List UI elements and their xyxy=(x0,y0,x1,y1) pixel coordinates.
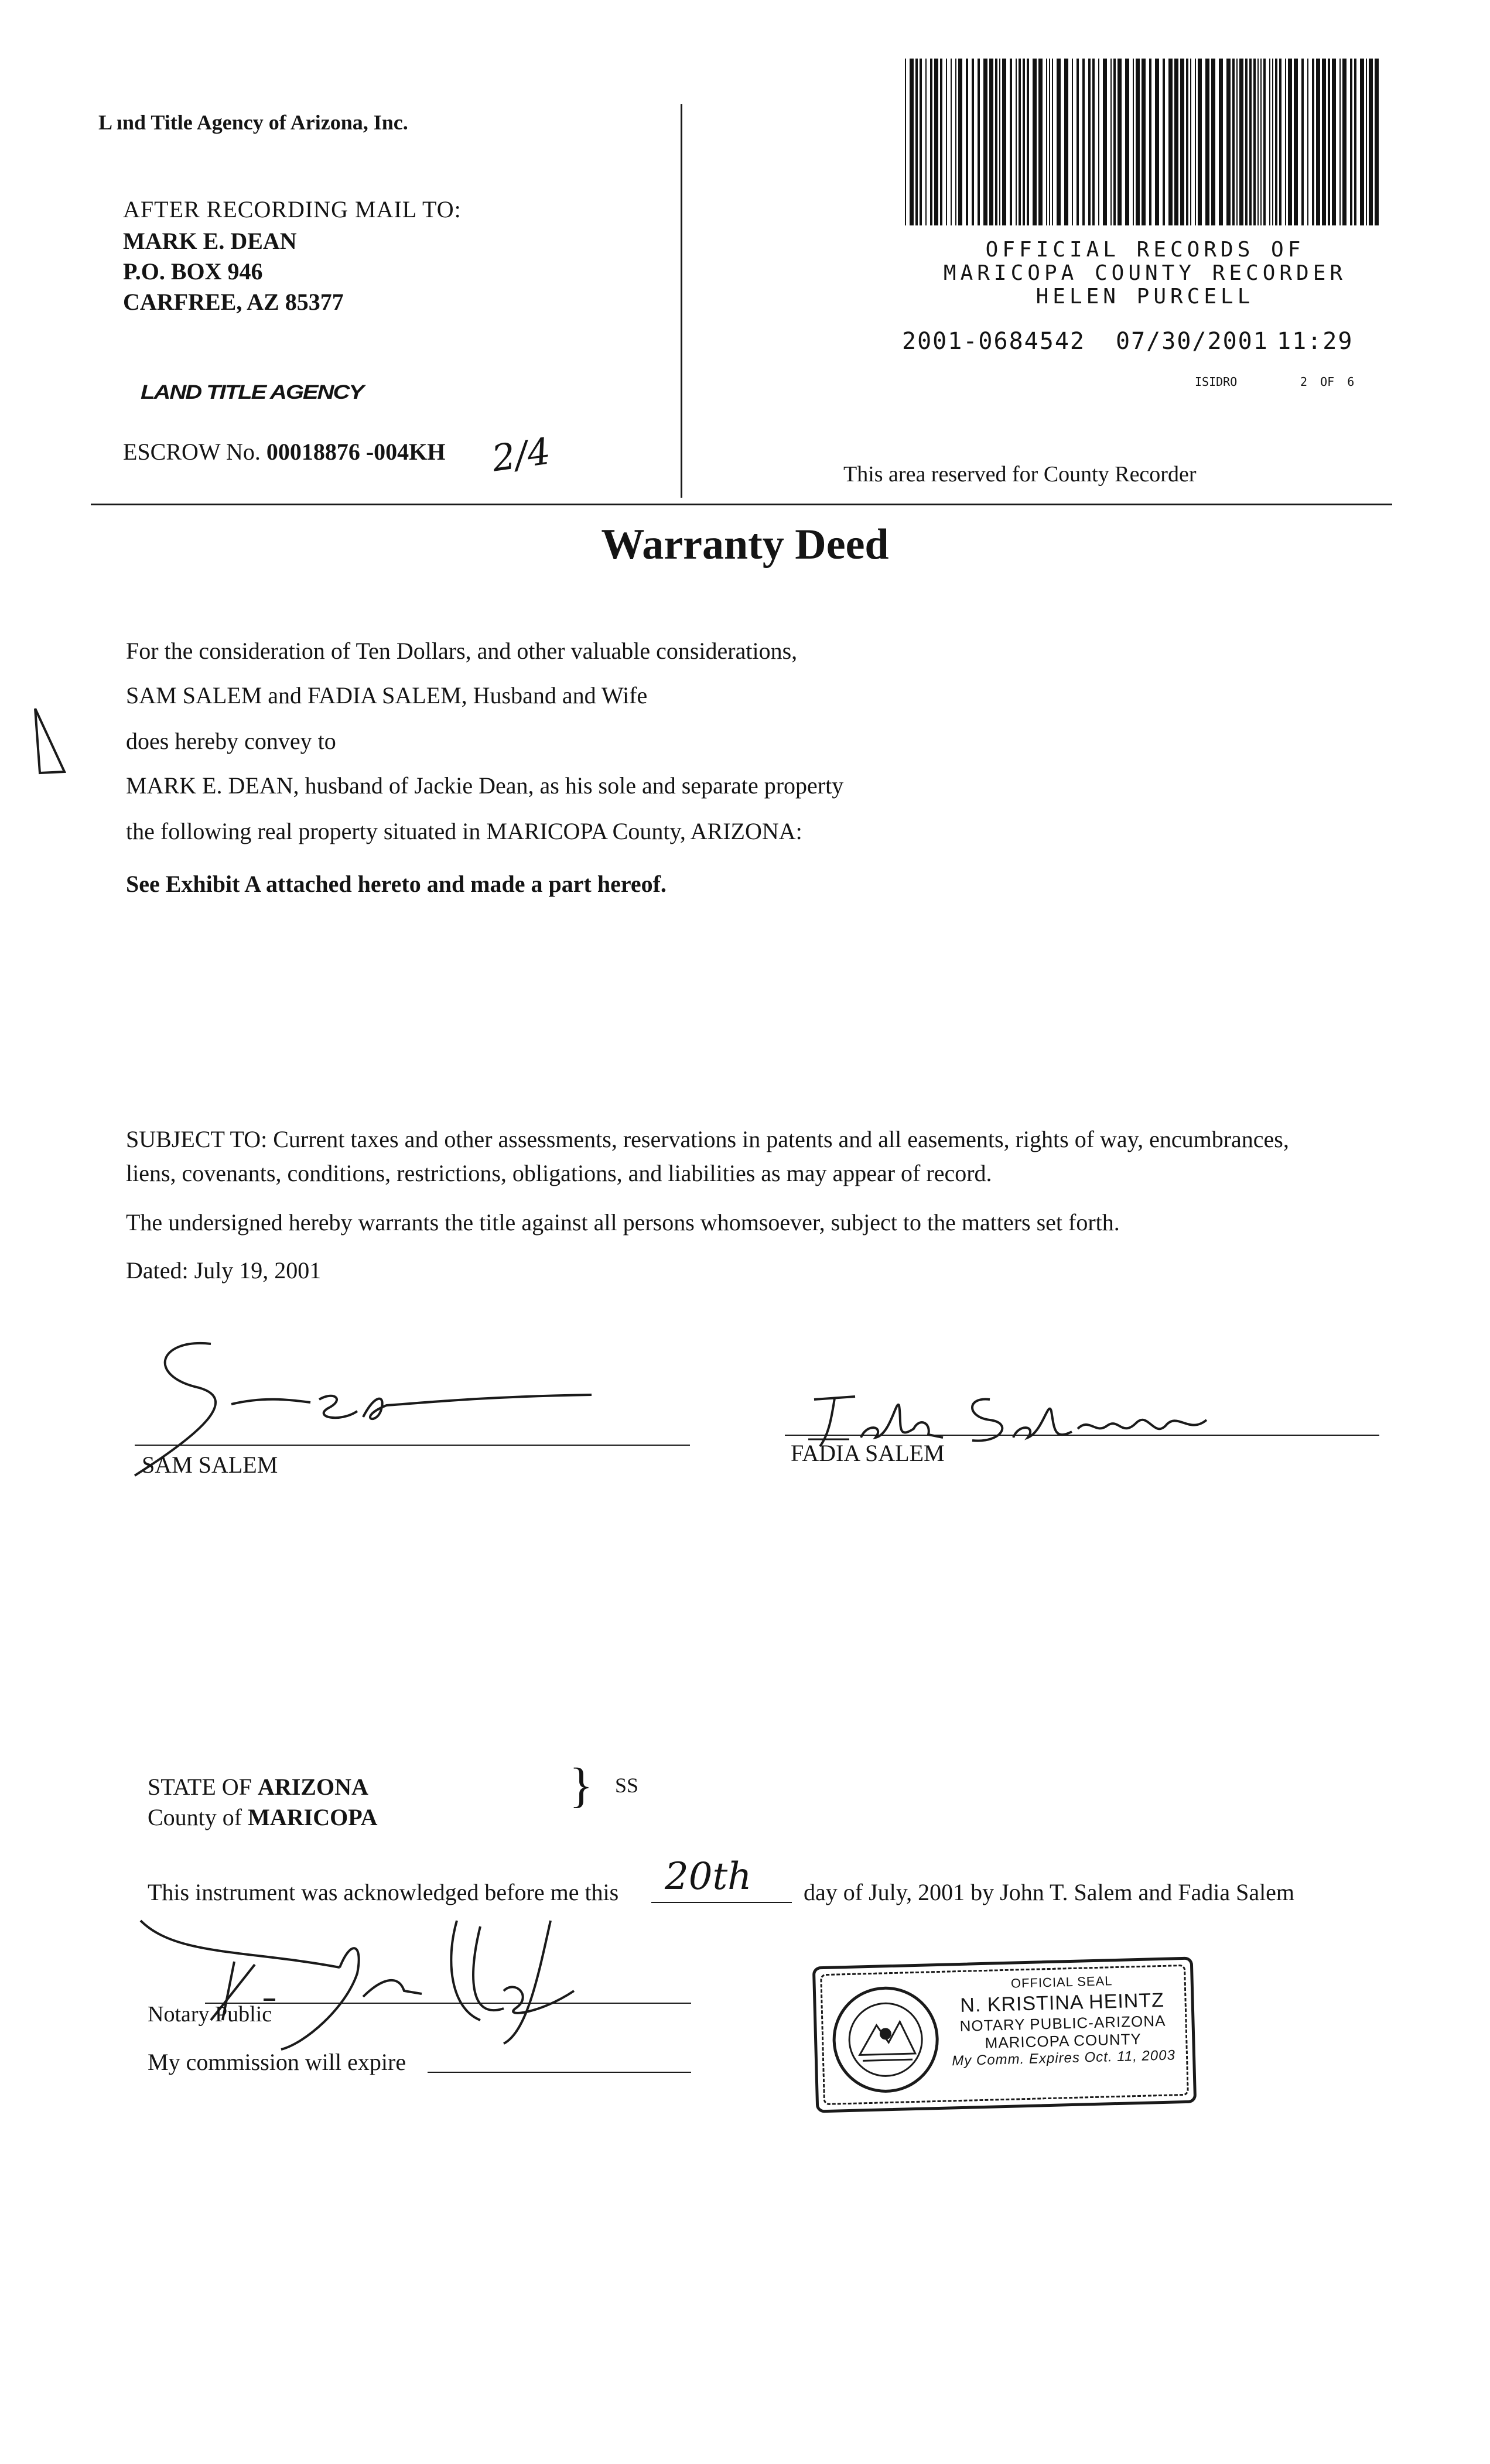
barcode-bar xyxy=(1125,59,1129,225)
barcode-bar xyxy=(905,59,906,225)
venue-county-label: County of xyxy=(148,1804,242,1830)
ack-day-line xyxy=(651,1902,792,1903)
mail-to-line-3: CARFREE, AZ 85377 xyxy=(123,289,344,315)
barcode-bar xyxy=(1186,59,1188,225)
barcode-bar xyxy=(978,59,980,225)
barcode-bar xyxy=(1232,59,1235,225)
barcode-bar xyxy=(983,59,987,225)
deed-convey: does hereby convey to xyxy=(126,728,336,754)
escrow-number: 00018876 -004KH xyxy=(266,439,446,465)
barcode-bar xyxy=(1195,59,1196,225)
barcode-bar xyxy=(1360,59,1364,225)
barcode-bar xyxy=(1205,59,1209,225)
venue-brace: } xyxy=(569,1758,593,1813)
barcode-bar xyxy=(1136,59,1140,225)
barcode-bar xyxy=(1263,59,1266,225)
barcode-bar xyxy=(1249,59,1252,225)
barcode-bar xyxy=(1285,59,1286,225)
barcode-bar xyxy=(946,59,947,225)
recorder-clerk: ISIDRO xyxy=(1195,375,1238,389)
barcode-bar xyxy=(930,59,932,225)
agency-stamp: LAND TITLE AGENCY xyxy=(141,381,364,403)
barcode-bar xyxy=(1057,59,1061,225)
barcode-bar xyxy=(1098,59,1099,225)
barcode-bar xyxy=(995,59,997,225)
barcode-bar xyxy=(955,59,956,225)
barcode-bar xyxy=(1328,59,1330,225)
header-divider-vertical xyxy=(681,104,682,498)
barcode-bar xyxy=(1113,59,1116,225)
venue-state xyxy=(148,1773,368,1801)
signature-line-2 xyxy=(785,1435,1379,1436)
seal-county: MARICOPA COUNTY xyxy=(985,2030,1142,2052)
barcode-bar xyxy=(1033,59,1037,225)
notary-signature-line xyxy=(205,2003,691,2004)
recorder-reserved-note: This area reserved for County Recorder xyxy=(843,462,1197,487)
ack-prefix: This instrument was acknowledged before me this xyxy=(148,1879,619,1905)
record-date: 07/30/2001 xyxy=(1116,328,1269,355)
recorder-line-2: MARICOPA COUNTY RECORDER xyxy=(943,261,1347,285)
venue-state-value: ARIZONA xyxy=(257,1774,368,1800)
notary-signature xyxy=(129,1903,656,2055)
barcode-bar xyxy=(1322,59,1326,225)
seal-title: OFFICIAL SEAL xyxy=(1010,1973,1113,1991)
barcode-bar xyxy=(1219,59,1223,225)
header-divider-horizontal xyxy=(91,504,1392,505)
barcode-bar xyxy=(966,59,968,225)
barcode-bar xyxy=(1245,59,1248,225)
venue-county xyxy=(148,1803,378,1831)
barcode-bar xyxy=(1168,59,1173,225)
recorder-office xyxy=(905,238,1385,309)
barcode-bar xyxy=(1301,59,1304,225)
barcode-bar xyxy=(1339,59,1341,225)
barcode-bar xyxy=(1027,59,1029,225)
barcode-bar xyxy=(940,59,942,225)
signer-1: SAM SALEM xyxy=(142,1452,278,1478)
barcode-bar xyxy=(1142,59,1146,225)
barcode-bar xyxy=(1369,59,1373,225)
barcode-bar xyxy=(1375,59,1379,225)
barcode-bar xyxy=(1103,59,1107,225)
barcode-bar xyxy=(1077,59,1079,225)
deed-title: Warranty Deed xyxy=(601,521,889,569)
barcode-bar xyxy=(1174,59,1178,225)
barcode-bar xyxy=(1019,59,1021,225)
arizona-seal-emblem xyxy=(829,1983,943,2097)
barcode-bar xyxy=(1072,59,1073,225)
barcode-bar xyxy=(1342,59,1347,225)
barcode-bar xyxy=(1016,59,1017,225)
barcode-bar xyxy=(1002,59,1006,225)
margin-mark xyxy=(29,703,82,785)
barcode-bar xyxy=(1149,59,1151,225)
notary-seal-text xyxy=(944,1970,1181,2070)
barcode-bar xyxy=(1198,59,1202,225)
barcode-bar xyxy=(1155,59,1159,225)
barcode-bar xyxy=(1190,59,1191,225)
deed-warrants: The undersigned hereby warrants the title against all persons whomsoever, subject to the matters set forth. xyxy=(126,1209,1120,1236)
barcode-bar xyxy=(1180,59,1184,225)
barcode-bar xyxy=(999,59,1000,225)
barcode-bar xyxy=(1038,59,1043,225)
barcode-bar xyxy=(1211,59,1215,225)
recorder-line-3: HELEN PURCELL xyxy=(1036,285,1255,309)
barcode-bar xyxy=(1288,59,1292,225)
barcode-bar xyxy=(1239,59,1243,225)
barcode-bar xyxy=(1253,59,1256,225)
barcode-bar xyxy=(1312,59,1314,225)
commission-line xyxy=(428,2072,691,2073)
escrow-row xyxy=(123,438,445,466)
barcode-bar xyxy=(1279,59,1281,225)
barcode-bar xyxy=(1088,59,1091,225)
barcode-bar xyxy=(1272,59,1273,225)
barcode-bar xyxy=(1236,59,1238,225)
barcode-bar xyxy=(972,59,974,225)
barcode-bar xyxy=(1049,59,1050,225)
notary-seal xyxy=(812,1957,1197,2113)
recorder-line-1: OFFICIAL RECORDS OF xyxy=(985,238,1305,262)
barcode-bar xyxy=(1366,59,1367,225)
barcode-bar xyxy=(1269,59,1270,225)
record-number: 2001-0684542 xyxy=(902,328,1085,355)
barcode-bar xyxy=(1118,59,1122,225)
barcode-bar xyxy=(925,59,927,225)
barcode-bar xyxy=(1163,59,1165,225)
venue-county-value: MARICOPA xyxy=(248,1804,378,1830)
barcode-bar xyxy=(958,59,962,225)
mail-to-line-2: P.O. BOX 946 xyxy=(123,258,263,285)
deed-grantee: MARK E. DEAN, husband of Jackie Dean, as his sole and separate property xyxy=(126,772,844,799)
barcode-bar xyxy=(1294,59,1298,225)
seal-expires: My Comm. Expires Oct. 11, 2003 xyxy=(951,2047,1176,2069)
barcode-bar xyxy=(910,59,914,225)
signer-2: FADIA SALEM xyxy=(791,1440,945,1466)
barcode-bar xyxy=(1010,59,1012,225)
agency-name: L ınd Title Agency of Arizona, Inc. xyxy=(98,111,408,134)
barcode-bar xyxy=(1092,59,1095,225)
mail-to-line-1: MARK E. DEAN xyxy=(123,228,297,254)
barcode-bar xyxy=(1064,59,1068,225)
barcode-bar xyxy=(1082,59,1085,225)
barcode-bar xyxy=(1133,59,1134,225)
commission-label: My commission will expire xyxy=(148,2049,406,2075)
escrow-label: ESCROW No. xyxy=(123,439,261,465)
barcode-bar xyxy=(1316,59,1320,225)
escrow-handwritten: 2/4 xyxy=(489,429,553,480)
barcode-bar xyxy=(1023,59,1025,225)
deed-subject-to-line-1: SUBJECT TO: Current taxes and other assessments, reservations in patents and all easements, rights of way, encumbrances, xyxy=(126,1126,1289,1152)
barcode-bar xyxy=(1052,59,1053,225)
barcode xyxy=(905,59,1385,225)
notary-public-label: Notary Public xyxy=(148,2002,272,2027)
barcode-bar xyxy=(1332,59,1336,225)
barcode-bar xyxy=(1110,59,1112,225)
barcode-bar xyxy=(1275,59,1277,225)
signature-line-1 xyxy=(135,1445,690,1446)
barcode-bar xyxy=(1226,59,1231,225)
barcode-bar xyxy=(920,59,922,225)
barcode-bar xyxy=(915,59,918,225)
deed-consideration: For the consideration of Ten Dollars, and other valuable considerations, xyxy=(126,638,798,664)
deed-exhibit: See Exhibit A attached hereto and made a part hereof. xyxy=(126,871,667,897)
barcode-bar xyxy=(989,59,993,225)
barcode-bar xyxy=(1350,59,1352,225)
barcode-bar xyxy=(951,59,952,225)
deed-subject-to-line-2: liens, covenants, conditions, restrictions, obligations, and liabilities as may appear of record. xyxy=(126,1160,992,1186)
barcode-bar xyxy=(1354,59,1356,225)
barcode-bar xyxy=(1046,59,1047,225)
deed-grantors: SAM SALEM and FADIA SALEM, Husband and Wife xyxy=(126,682,648,709)
barcode-bar xyxy=(934,59,938,225)
venue-ss: SS xyxy=(615,1774,639,1797)
venue-state-label: STATE OF xyxy=(148,1774,252,1800)
barcode-bar xyxy=(1260,59,1262,225)
barcode-bar xyxy=(1307,59,1308,225)
recorder-page-info: 2 OF 6 xyxy=(1300,375,1355,389)
ack-day: 20th xyxy=(665,1855,752,1898)
mail-to-label: AFTER RECORDING MAIL TO: xyxy=(123,196,462,223)
deed-dated: Dated: July 19, 2001 xyxy=(126,1257,322,1284)
deed-property: the following real property situated in MARICOPA County, ARIZONA: xyxy=(126,818,802,844)
ack-suffix: day of July, 2001 by John T. Salem and Fadia Salem xyxy=(804,1879,1295,1905)
record-time: 11:29 xyxy=(1277,328,1354,355)
seal-role: NOTARY PUBLIC-ARIZONA xyxy=(959,2011,1166,2035)
seal-name: N. KRISTINA HEINTZ xyxy=(959,1989,1165,2017)
barcode-bar xyxy=(1257,59,1259,225)
